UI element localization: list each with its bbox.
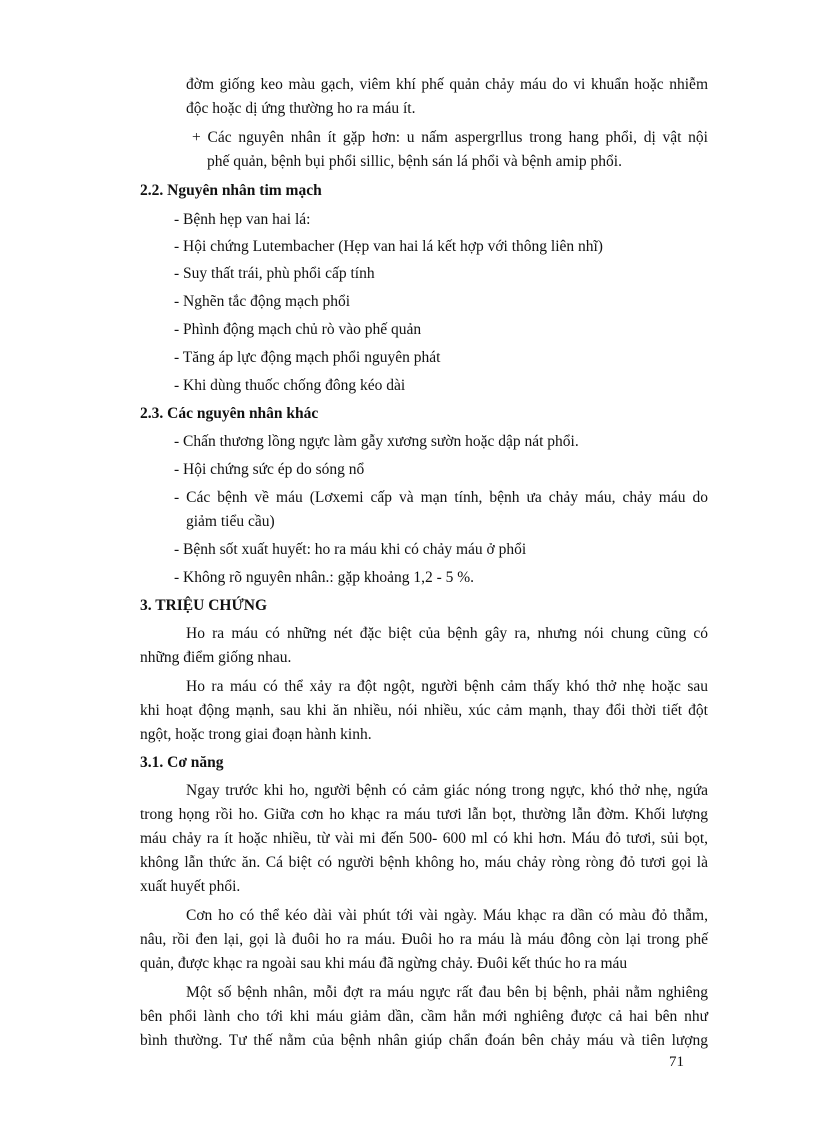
- paragraph-line: máu chảy ra ít hoặc nhiều, từ vài mi đến 500- 600 ml có khi hơn. Máu đỏ tươi, sủi bọt,: [140, 830, 708, 847]
- list-item: - Không rõ nguyên nhân.: gặp khoảng 1,2 - 5 %.: [174, 569, 475, 586]
- section-heading: 2.3. Các nguyên nhân khác: [140, 405, 319, 422]
- text-line: đờm giống keo màu gạch, viêm khí phế quản chảy máu do vi khuẩn hoặc nhiễm: [186, 76, 708, 93]
- paragraph-line: xuất huyết phổi.: [140, 878, 241, 895]
- page-number: 71: [669, 1054, 684, 1070]
- paragraph-line: Ngay trước khi ho, người bệnh có cảm giác nóng trong ngực, khó thở nhẹ, ngứa: [186, 782, 708, 799]
- paragraph-line: bên phổi lành cho tới khi máu giảm dần, cầm hẳn mới nghiêng được cả hai bên như: [140, 1008, 708, 1025]
- paragraph-line: Ho ra máu có thể xảy ra đột ngột, người bệnh cảm thấy khó thở nhẹ hoặc sau: [186, 678, 708, 695]
- list-item: - Khi dùng thuốc chống đông kéo dài: [174, 377, 406, 394]
- text-line: độc hoặc dị ứng thường ho ra máu ít.: [186, 100, 416, 117]
- list-item: - Bệnh hẹp van hai lá:: [174, 211, 311, 228]
- paragraph-line: nâu, rồi đen lại, gọi là đuôi ho ra máu. Đuôi ho ra máu là máu đông còn lại trong phế: [140, 931, 708, 948]
- section-heading: 3. TRIỆU CHỨNG: [140, 597, 268, 614]
- list-item: - Suy thất trái, phù phổi cấp tính: [174, 265, 375, 282]
- paragraph-line: không lẫn thức ăn. Cá biệt có người bệnh không ho, máu chảy ròng ròng đỏ tươi gọi là: [140, 854, 708, 871]
- list-item: - Các bệnh về máu (Lơxemi cấp và mạn tính, bệnh ưa chảy máu, chảy máu do: [174, 489, 708, 506]
- list-item: - Bệnh sốt xuất huyết: ho ra máu khi có chảy máu ở phổi: [174, 541, 527, 558]
- paragraph-line: ngột, hoặc trong giai đoạn hành kinh.: [140, 726, 372, 743]
- paragraph-line: Một số bệnh nhân, mỗi đợt ra máu ngực rất đau bên bị bệnh, phải nằm nghiêng: [186, 984, 708, 1001]
- list-item: phế quản, bệnh bụi phổi sillic, bệnh sán lá phổi và bệnh amip phổi.: [207, 153, 622, 170]
- paragraph-line: trong họng rồi ho. Giữa cơn ho khạc ra máu tươi lẫn bọt, thường lẫn đờm. Khối lượng: [140, 806, 708, 823]
- paragraph-line: những điểm giống nhau.: [140, 649, 292, 666]
- list-item: - Phình động mạch chủ rò vào phế quản: [174, 321, 422, 338]
- paragraph-line: quản, được khạc ra ngoài sau khi máu đã ngừng chảy. Đuôi kết thúc ho ra máu: [140, 955, 628, 972]
- paragraph-line: Ho ra máu có những nét đặc biệt của bệnh gây ra, nhưng nói chung cũng có: [186, 625, 708, 642]
- section-heading: 2.2. Nguyên nhân tim mạch: [140, 182, 322, 199]
- list-item: + Các nguyên nhân ít gặp hơn: u nấm aspergrllus trong hang phổi, dị vật nội: [192, 129, 708, 146]
- list-item: - Nghẽn tắc động mạch phổi: [174, 293, 351, 310]
- list-item: - Chấn thương lồng ngực làm gẫy xương sườn hoặc dập nát phổi.: [174, 433, 579, 450]
- list-item: - Hội chứng Lutembacher (Hẹp van hai lá kết hợp với thông liên nhĩ): [174, 238, 603, 255]
- paragraph-line: bình thường. Tư thế nằm của bệnh nhân giúp chẩn đoán bên chảy máu và tiên lượng: [140, 1032, 708, 1049]
- list-item: - Hội chứng sức ép do sóng nổ: [174, 461, 365, 478]
- paragraph-line: Cơn ho có thể kéo dài vài phút tới vài ngày. Máu khạc ra dần có màu đỏ thẫm,: [186, 907, 708, 924]
- section-heading: 3.1. Cơ năng: [140, 754, 224, 771]
- paragraph-line: khi hoạt động mạnh, sau khi ăn nhiều, nói nhiều, xúc cảm mạnh, thay đổi thời tiết đột: [140, 702, 708, 719]
- list-item: giảm tiểu cầu): [186, 513, 275, 530]
- list-item: - Tăng áp lực động mạch phổi nguyên phát: [174, 349, 441, 366]
